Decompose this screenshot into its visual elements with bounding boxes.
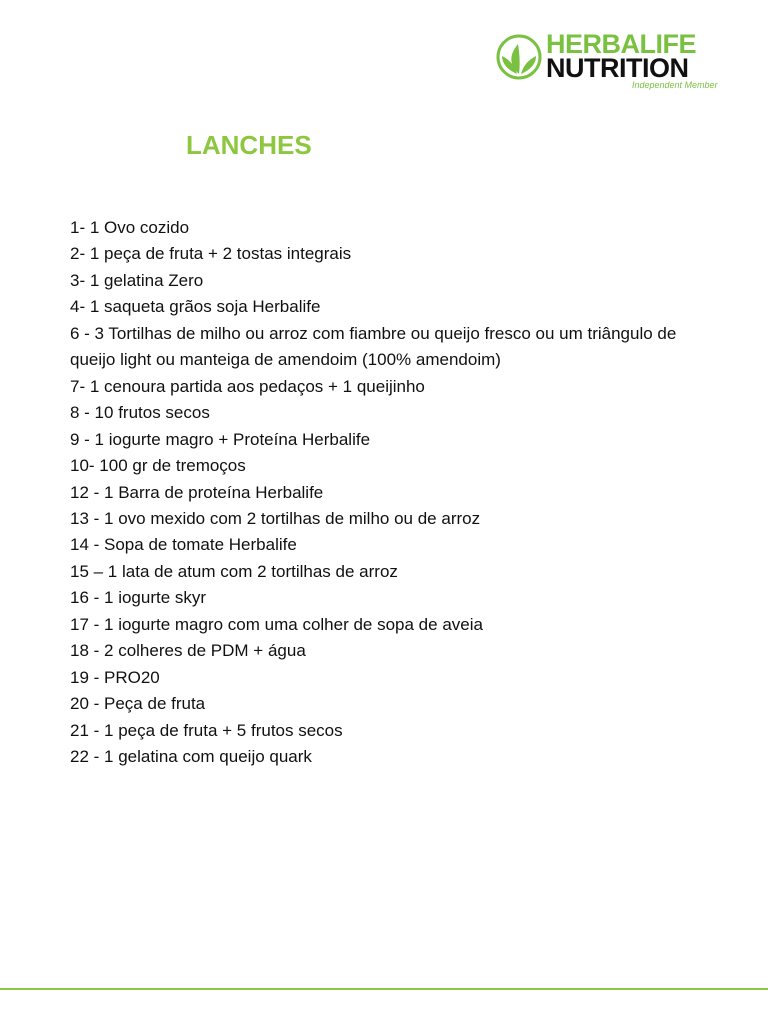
snack-list	[70, 215, 690, 771]
list-item: 12 - 1 Barra de proteína Herbalife	[70, 482, 324, 502]
list-item: 16 - 1 iogurte skyr	[70, 588, 207, 608]
list-item: 6 - 3 Tortilhas de milho ou arroz com fiambre ou queijo fresco ou um triângulo de queijo light ou manteiga de amendoim (100% amendoim)	[70, 323, 677, 370]
page-title: LANCHES	[186, 130, 312, 160]
logo-brand-line2: NUTRITION	[546, 53, 689, 83]
herbalife-leaf-icon	[496, 34, 542, 80]
list-item: 13 - 1 ovo mexido com 2 tortilhas de milho ou de arroz	[70, 508, 481, 528]
herbalife-logo	[496, 30, 752, 92]
list-item: 22 - 1 gelatina com queijo quark	[70, 747, 312, 767]
list-item: 2- 1 peça de fruta + 2 tostas integrais	[70, 244, 352, 264]
list-item: 18 - 2 colheres de PDM + água	[70, 641, 306, 661]
footer-divider	[0, 988, 768, 990]
list-item: 15 – 1 lata de atum com 2 tortilhas de arroz	[70, 561, 398, 581]
list-item: 9 - 1 iogurte magro + Proteína Herbalife	[70, 429, 371, 449]
list-item: 17 - 1 iogurte magro com uma colher de sopa de aveia	[70, 614, 483, 634]
list-item: 8 - 10 frutos secos	[70, 403, 210, 423]
list-item: 1- 1 Ovo cozido	[70, 218, 190, 237]
list-item: 14 - Sopa de tomate Herbalife	[70, 535, 297, 555]
list-item: 7- 1 cenoura partida aos pedaços + 1 queijinho	[70, 376, 425, 396]
list-item: 19 - PRO20	[70, 667, 160, 687]
logo-brand-line1: HERBALIFE	[546, 29, 696, 59]
logo-subtitle: Independent Member	[632, 80, 718, 90]
list-item: 3- 1 gelatina Zero	[70, 270, 204, 290]
list-item: 21 - 1 peça de fruta + 5 frutos secos	[70, 720, 343, 740]
list-item: 10- 100 gr de tremoços	[70, 456, 246, 476]
list-item: 20 - Peça de fruta	[70, 694, 206, 714]
list-item: 4- 1 saqueta grãos soja Herbalife	[70, 297, 321, 317]
